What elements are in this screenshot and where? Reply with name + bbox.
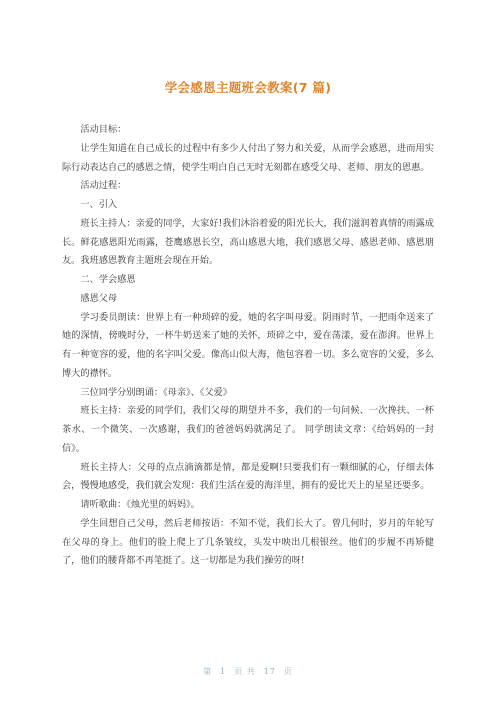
section-heading: 一、引入	[80, 199, 118, 210]
paragraph: 请听歌曲：《烛光里的妈妈》。	[80, 499, 200, 510]
paragraph: 班长主持人：亲爱的同学，大家好!我们沐浴着爱的阳光长大，我们滋润着真情的雨露成长。鲜花感恩阳光雨露，苍鹰感恩长空，高山感恩大地，我们感恩父母、感恩老师、感恩朋友。我班感恩教育主题班会现在开始。	[62, 217, 434, 267]
section-heading: 二、学会感恩	[80, 274, 136, 285]
page-footer	[0, 666, 496, 677]
page-suffix: 页	[283, 667, 293, 676]
paragraph: 让学生知道在自己成长的过程中有多少人付出了努力和关爱，从而学会感恩，进而用实际行动表达自己的感恩之情，使学生明白自己无时无刻都在感受父母、老师、朋友的恩惠。	[62, 142, 434, 173]
document-body	[62, 121, 434, 571]
page-total: 17	[263, 667, 276, 676]
page-middle: 页 共	[234, 667, 256, 676]
paragraph: 活动目标：	[80, 124, 127, 135]
paragraph: 三位同学分别朗诵：《母亲》、《父爱》	[80, 386, 232, 398]
page-current: 1	[220, 667, 227, 676]
page-prefix: 第	[203, 667, 213, 676]
document-title: 学会感恩主题班会教案(7 篇)	[164, 80, 332, 95]
subsection-heading: 感恩父母	[80, 292, 118, 304]
paragraph: 学生回想自己父母，然后老师按语：不知不觉，我们长大了。曾几何时，岁月的年轮写在父母的身上。他们的脸上爬上了几条皱纹，头发中映出几根银丝。他们的步履不再矫健了，他们的腰背都不再笔挺了。这一切都是为我们操劳的呀!	[62, 517, 434, 567]
paragraph: 班长主持人：父母的点点滴滴都是情，都是爱啊!只要我们有一颗细腻的心，仔细去体会，慢慢地感受，我们就会发现：我们生活在爱的海洋里，拥有的爱比天上的星星还要多。	[62, 461, 434, 492]
paragraph: 活动过程：	[80, 180, 127, 192]
paragraph: 学习委员朗读：世界上有一种琐碎的爱，她的名字叫母爱。阴雨时节，一把雨伞送来了她的深情，傍晚时分，一杯牛奶送来了她的关怀，琐碎之中，爱在荡漾，爱在澎湃。世界上有一种宽容的爱，他的名字叫父爱。像高山似大海，他包容着一切。多么宽容的父爱，多么博大的襟怀。	[62, 311, 434, 379]
paragraph: 班长主持：亲爱的同学们，我们父母的期望并不多，我们的一句问候、一次搀扶、一杯茶水、一个微笑、一次感谢，我们的爸爸妈妈就满足了。 同学朗读文章：《给妈妈的一封信》。	[62, 405, 434, 454]
